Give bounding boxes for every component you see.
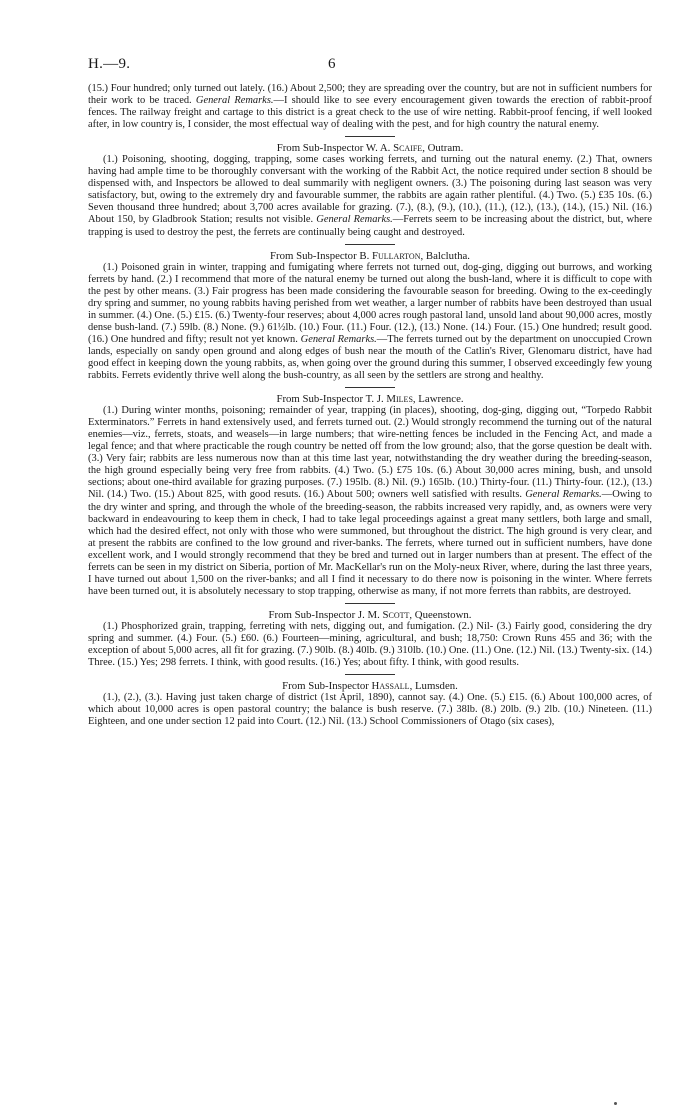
- section-divider: [345, 674, 395, 675]
- page-header: [88, 56, 652, 76]
- document-code: H.—9.: [88, 56, 131, 72]
- scaife-text: (1.) Poisoning, shooting, dogging, trapping, some cases working ferrets, and turning out the natural enemy. (2.) That, owners having had ample time to be thoroughly conversant with the working of the Rabbit Act, the notice required under section 8 should be dispensed with, and Inspectors be allowed to deal summarily with negligent owners. (3.) The poisoning during last season was very satisfactory, but, owing to the extremely dry and favourable summer, the rabbits are again rather plentiful. (4.) Two. (5.) £35 10s. (6.) Seven thousand three hundred; about 3,700 acres available for grazing. (7.), (8.), (9.), (10.), (11.), (12.), (13.), (14.), (15.) Nil. (16.) About 150, by Gladbrook Station; results not visible.: [88, 154, 652, 226]
- general-remarks-label: General Remarks.: [195, 95, 274, 107]
- general-remarks-label: General Remarks.: [316, 214, 393, 226]
- section-heading-hassall: [88, 680, 652, 692]
- section-divider: [345, 603, 395, 604]
- inspector-place: , Lawrence.: [412, 393, 464, 406]
- scaife-paragraph: [88, 154, 652, 238]
- fullarton-text: (1.) Poisoned grain in winter, trapping and fumigating where ferrets not turned out, dog-ging, digging out burrows, and working ferrets by hand. (2.) I recommend that more of the natural enemy be turned out along the bush-land, where it is difficult to cope with the pest by other means. (3.) Fair progress has been made considering the favourable season for breeding. Owing to the ex-ceedingly dry spring and summer, no young rabbits having perished from wet weather, a larger number of rabbits have been destroyed than usual in summer. (4.) One. (5.) £15. (6.) Twenty-four reserves; about 4,000 acres rough pastoral land, unsold land about 90,000 acres, mostly dense bush-land. (7.) 59lb. (8.) None. (9.) 61½lb. (10.) Four. (11.) Four. (12.), (13.) None. (14.) Four. (15.) One hundred; result good. (16.) One hundred and fifty; result not yet known.: [88, 261, 652, 345]
- miles-paragraph: [88, 405, 652, 598]
- general-remarks-label: General Remarks.: [525, 489, 602, 501]
- heading-prefix: From Sub-Inspector T. J.: [276, 393, 387, 406]
- miles-remarks-text: —Owing to the dry winter and spring, and through the whole of the breeding-season, the rabbits increased very rapidly, and, as owners were very backward in endeavouring to keep them in check, I had to take legal proceedings against a great many settlers, both large and small, which had the desired effect, not only with those who were summoned, but throughout the district. The high ground is very clear, and at present the rabbits are confined to the low ground and river-banks. The ferrets, where turned out in sufficient numbers, have done excellent work, and I would strongly recommend that they be bred and turned out in larger numbers than at present. The effect of the ferrets can be seen in my district on Siberia, portion of Mr. MacKellar's run on the Moly-neux River, where, during the last three years, I have turned out about 1,500 on the river-banks; and all I find it necessary to do there now is poisoning in the winter. Where ferrets have been turned out, it is absolutely necessary to stop trapping, otherwise as many, if not more ferrets than rabbits, are destroyed.: [88, 489, 652, 597]
- scaife-remarks-text: —Ferrets seem to be increasing about the district, but, where trapping is used to destroy the pest, the ferrets are continually being caught and destroyed.: [88, 214, 652, 238]
- inspector-place: , Lumsden.: [409, 680, 458, 693]
- section-heading-scott: [88, 609, 652, 621]
- miles-text: (1.) During winter months, poisoning; remainder of year, trapping (in places), shooting, dog-ging, digging out, “Torpedo Rabbit Exterminators.” Ferrets in hand extensively used, and ferrets turned out. (2.) Would strongly recommend the turning out of the natural enemies—viz., ferrets, stoats, and weasels—in large numbers; that wire-netting fences be included in the Fencing Act, and made a legal fence; and that where practicable the rough country be netted off from the low ground; also, that the gorse question be dealt with. (3.) Very fair; rabbits are less numerous now than at this time last year, notwithstanding the dry weather during the breeding-season, the high ground especially being very free from rabbits. (4.) Two. (5.) £75 10s. (6.) About 30,000 acres mining, bush, and unsold sections; about one-third available for grazing purposes. (7.) 195lb. (8.) Nil. (9.) 165lb. (10.) Thirty-four. (11.) Thirty-four. (12.), (13.) Nil. (14.) Two. (15.) About 825, with good resuts. (16.) About 500; owners well satisfied with results.: [88, 405, 652, 501]
- inspector-place: , Outram.: [422, 142, 464, 155]
- inspector-name: Fullarton: [371, 249, 421, 262]
- heading-prefix: From Sub-Inspector W. A.: [276, 142, 394, 155]
- intro-text: (15.) Four hundred; only turned out lately. (16.) About 2,500; they are spreading over the country, but are not in sufficient numbers for their work to be traced.: [88, 83, 652, 107]
- heading-prefix: From Sub-Inspector B.: [270, 249, 372, 262]
- intro-remarks-text: —I should like to see every encouragement given towards the erection of rabbit-proof fences. The railway freight and cartage to this district is a great check to the use of wire netting. Rabbit-proof fencing, if well looked after, in low country is, I consider, the most effectual way of dealing with the pest, and for high country the natural enemy.: [88, 95, 652, 131]
- fullarton-remarks-text: —The ferrets turned out by the department on unoccupied Crown lands, especially on sandy open ground and along edges of bush near the mouth of the Catlin's River, Glenomaru district, have had good effect in keeping down the young rabbits, as, when going over the ground during this summer, I observed exceedingly few young rabbits. Ferrets evidently thrive well along the bush-country, as all seen by the settlers are strong and healthy.: [88, 333, 652, 382]
- intro-paragraph: [88, 83, 652, 131]
- inspector-name: Scott: [382, 608, 410, 621]
- section-heading-scaife: [88, 142, 652, 154]
- scott-paragraph: (1.) Phosphorized grain, trapping, ferreting with nets, digging out, and fumigation. (2.) Nil- (3.) Fairly good, considering the dry spring and summer. (4.) Four. (5.) £60. (6.) Fourteen—mining, agricultural, and bush; 18,750: Crown Runs 455 and 36; with the exception of about 5,000 acres, all fit for grazing. (7.) 90lb. (8.) 40lb. (9.) 310lb. (10.) One. (11.) One. (12.) Nil. (13.) Twenty-six. (14.) Three. (15.) Yes; 298 ferrets. I think, with good results. (16.) Yes; about fifty. I think, with good results.: [88, 620, 652, 669]
- inspector-name: Miles: [386, 393, 413, 406]
- hassall-paragraph: (1.), (2.), (3.). Having just taken charge of district (1st April, 1890), cannot say. (4.) One. (5.) £15. (6.) About 100,000 acres, of which about 10,000 acres is open pastoral country; the balance is bush reserve. (7.) 38lb. (8.) 20lb. (9.) 2lb. (10.) Nineteen. (11.) Eighteen, and one under section 12 paid into Court. (12.) Nil. (13.) School Commissioners of Otago (six cases),: [88, 692, 652, 728]
- section-heading-miles: [88, 393, 652, 405]
- page-number: 6: [328, 56, 336, 72]
- section-divider: [345, 387, 395, 388]
- heading-prefix: From Sub-Inspector: [282, 680, 372, 693]
- section-divider: [345, 244, 395, 245]
- inspector-place: , Queenstown.: [409, 608, 472, 621]
- fullarton-paragraph: [88, 262, 652, 382]
- section-heading-fullarton: [88, 250, 652, 262]
- print-speck: [614, 1102, 617, 1105]
- inspector-place: , Balclutha.: [420, 249, 470, 262]
- inspector-name: Scaife: [393, 142, 423, 155]
- inspector-name: Hassall: [371, 680, 410, 693]
- general-remarks-label: General Remarks.: [300, 333, 377, 345]
- report-body: [88, 83, 652, 728]
- section-divider: [345, 136, 395, 137]
- heading-prefix: From Sub-Inspector J. M.: [268, 608, 383, 621]
